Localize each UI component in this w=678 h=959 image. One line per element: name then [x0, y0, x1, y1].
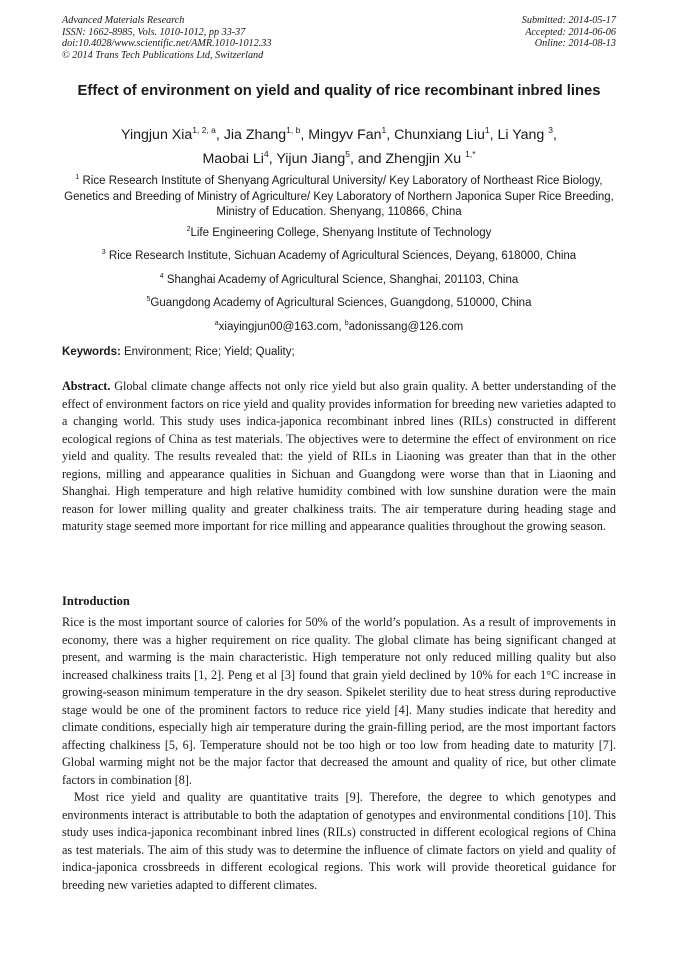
- author-separator: ,: [215, 127, 224, 143]
- author-separator: ,: [268, 151, 277, 167]
- author-separator: ,: [386, 127, 395, 143]
- submitted-date: Submitted: 2014-05-17: [521, 15, 616, 26]
- author-separator: ,: [489, 127, 498, 143]
- author-affil-sup: 1, 2, a: [192, 125, 216, 135]
- abstract-label: Abstract.: [62, 379, 111, 393]
- contact-emails: [62, 320, 616, 336]
- author-name: Li Yang: [497, 127, 545, 143]
- affiliation-text: Guangdong Academy of Agricultural Sciences, Guangdong, 510000, China: [150, 297, 532, 309]
- email-marker: b: [344, 319, 349, 327]
- email-marker: a: [214, 319, 219, 327]
- journal-header-left: [62, 15, 271, 61]
- author-name: Yijun Jiang: [276, 151, 346, 167]
- keywords-text: Environment; Rice; Yield; Quality;: [120, 346, 295, 358]
- affiliation-number: 1: [75, 174, 80, 181]
- affiliation-4: [62, 273, 616, 289]
- affiliation-number: 3: [101, 249, 106, 256]
- affiliation-2: [62, 226, 616, 242]
- author-name: Zhengjin Xu: [385, 151, 462, 167]
- author-affil-sup: 1: [484, 125, 490, 135]
- copyright-line: © 2014 Trans Tech Publications Ltd, Switzerland: [62, 49, 264, 61]
- accepted-date: Accepted: 2014-06-06: [525, 26, 616, 38]
- introduction-body: [62, 614, 616, 894]
- affiliation-1: [62, 174, 616, 221]
- author-name: Yingjun Xia: [121, 127, 193, 143]
- author-affil-sup: 3: [548, 125, 553, 135]
- author-affil-sup: 1,*: [465, 149, 476, 159]
- author-name: Chunxiang Liu: [394, 127, 485, 143]
- section-heading-introduction: Introduction: [62, 594, 130, 608]
- abstract-text: Global climate change affects not only rice yield but also grain quality. A better understanding of the effect of environment factors on rice yield and quality provides information for breeding new varieties adapted to a changing world. This study uses indica-japonica recombinant inbred lines (RILs) constructed in different ecological regions of China as test materials. The objectives were to determine the effect of environment on rice yield and quality. The results revealed that: the yield of RILs in Liaoning was greater than that in the other regions, milling and appearance qualities in Sichuan and Guangdong were worse than that in Liaoning and Shanghai. High temperature and high relative humidity combined with low sunshine duration were the main reason for lower milling quality and greater chalkiness traits. The air temperature during heading stage and maturity stage seemed more important for rice milling and appearance qualities throughout the growing season.: [62, 379, 616, 533]
- affiliation-number: 2: [186, 225, 191, 233]
- author-name: Maobai Li: [202, 151, 264, 167]
- email-address: adonissang@126.com: [348, 320, 464, 333]
- author-affil-sup: 4: [263, 149, 269, 159]
- issn-line: ISSN: 1662-8985, Vols. 1010-1012, pp 33-37: [62, 26, 246, 38]
- author-affil-sup: 1, b: [286, 125, 301, 135]
- author-list: Yingjun Xia$^{1, 2, a}$, Jia Zhang$^{1, b}$, Mingyv Fan$^1$, Chunxiang Liu$^1$, Li Yang $^3$, Maobai Li$^4$, Yijun Jiang$^5$, and Zhengjin Xu $^{1,*}$: [121, 125, 557, 167]
- author-conjunction: and: [357, 151, 386, 167]
- keywords: [62, 345, 616, 359]
- affiliation-text: Shanghai Academy of Agricultural Science, Shanghai, 201103, China: [166, 273, 519, 286]
- introduction-paragraph-1: Rice is the most important source of calories for 50% of the world’s population. As a result of improvements in economy, there was a higher requirement on rice quality. The global climate has being significant changed at present, and warming is the main characteristic. High temperature not only reduced milling quality but also increased chalkiness traits [1, 2]. Peng et al [3] found that grain yield declined by 10% for each 1°C increase in growing-season minimum temperature in the dry season. Spikelet sterility due to heat stress during reproductive stage would be one of the prominent factors to reduce rice yield [4]. Many studies indicate that heredity and climate conditions, especially high air temperature during the grain-filling period, are the most important factors affecting chalkiness [5, 6]. Temperature should not be too high or too low from heading date to maturity [7]. Global warming might not be the major factor that decreased the amount and quality of rice, but other climate factors in combination [8].: [62, 615, 616, 787]
- affiliation-number: 4: [159, 272, 164, 280]
- affiliation-number: 5: [146, 296, 151, 303]
- online-date: Online: 2014-08-13: [534, 38, 616, 49]
- author-separator: ,: [349, 151, 358, 167]
- author-name: Mingyv Fan: [308, 127, 382, 143]
- affiliation-text: Rice Research Institute, Sichuan Academy of Agricultural Sciences, Deyang, 618000, China: [108, 250, 577, 262]
- email-address: xiayingjun00@163.com,: [218, 320, 345, 333]
- journal-header-right: [522, 15, 616, 50]
- author-affil-sup: 1: [381, 125, 387, 135]
- affiliation-text: Rice Research Institute of Shenyang Agricultural University/ Key Laboratory of Northeast Rice Biology, Genetics and Breeding of Ministry of Agriculture/ Key Laboratory of Northern Japonica Super Rice Breeding, Ministry of Education. Shenyang, 110866, China: [64, 175, 614, 218]
- affiliation-list: [62, 174, 616, 343]
- abstract: [62, 378, 616, 536]
- affiliation-3: [62, 249, 616, 265]
- paper-title: Effect of environment on yield and quality of rice recombinant inbred lines: [77, 83, 601, 99]
- keywords-label: Keywords:: [62, 346, 121, 358]
- doi-line: doi:10.4028/www.scientific.net/AMR.1010-1012.33: [62, 38, 272, 49]
- author-name: Jia Zhang: [223, 127, 287, 143]
- affiliation-text: Life Engineering College, Shenyang Institute of Technology: [190, 226, 492, 239]
- introduction-paragraph-2: Most rice yield and quality are quantitative traits [9]. Therefore, the degree to which genotypes and environments interact is attributable to both the adaptation of genotypes and environmental conditions [10]. This study uses indica-japonica recombinant inbred lines (RILs) constructed in different ecological regions of China as test materials. The aim of this study was to determine the influence of climate factors on yield and quality of indica-japonica crossbreeds in different ecological regions. This work will provide theoretical guidance for breeding new varieties adapted to different climates.: [62, 790, 616, 892]
- author-affil-sup: 5: [345, 149, 350, 159]
- journal-name: Advanced Materials Research: [62, 15, 185, 26]
- author-separator: ,: [300, 127, 309, 143]
- affiliation-5: [62, 296, 616, 312]
